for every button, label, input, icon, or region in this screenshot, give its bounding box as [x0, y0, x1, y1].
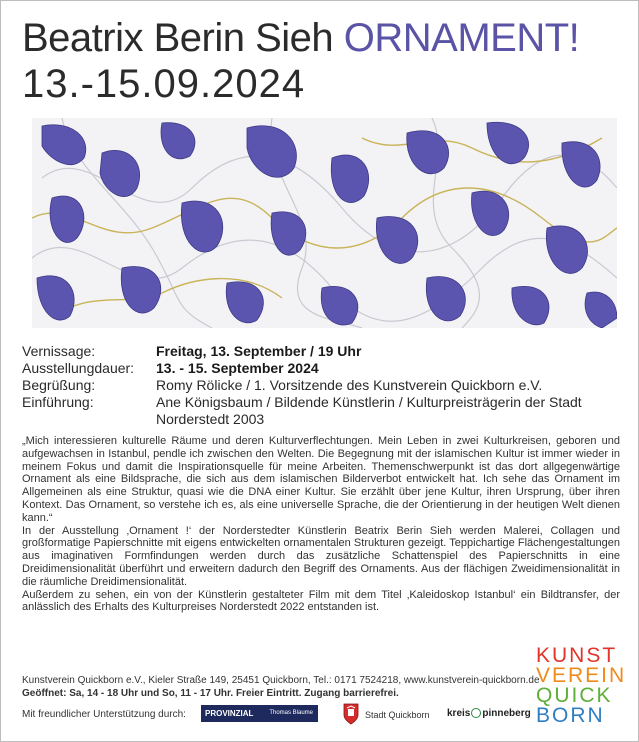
quickborn-crest-icon — [343, 703, 359, 725]
info-label: Vernissage: — [22, 343, 96, 359]
info-row-vernissage — [22, 343, 622, 360]
logo-line: BORN — [536, 704, 605, 727]
logo-line: QUICK — [536, 684, 613, 707]
kreis-pinneberg-logo — [447, 708, 531, 719]
info-value: 13. - 15. September 2024 — [156, 360, 319, 376]
kunstverein-logo — [536, 644, 627, 727]
provinzial-name: PROVINZIAL — [205, 709, 254, 718]
poster-title — [22, 16, 579, 60]
film-paragraph: Außerdem zu sehen, ein von der Künstlerin gestalteter Film mit dem Titel ‚Kaleidoskop Istanbul‘ ein Bildtransfer, der anlässlich des Erhalts des Kulturpreises Norderstedt 2022 entstanden ist. — [22, 588, 620, 614]
artwork-image — [32, 118, 617, 328]
description-text — [22, 435, 620, 614]
exhibition-dates: 13.-15.09.2024 — [22, 62, 306, 106]
exhibition-title: ORNAMENT! — [343, 16, 580, 60]
info-label: Einführung: — [22, 394, 94, 410]
ring-icon — [471, 708, 481, 718]
info-label: Ausstellungdauer: — [22, 360, 135, 376]
artist-name: Beatrix Berin Sieh — [22, 16, 334, 60]
info-value: Romy Rölicke / 1. Vorsitzende des Kunstverein Quickborn e.V. — [156, 377, 543, 393]
opening-hours: Geöffnet: Sa, 14 - 18 Uhr und So, 11 - 17 Uhr. Freier Eintritt. Zugang barrierefrei. — [22, 688, 399, 699]
footer-contact — [22, 674, 542, 700]
provinzial-agent: Thomas Blaume — [269, 710, 313, 716]
exhibition-paragraph: In der Ausstellung ‚Ornament !‘ der Norderstedter Künstlerin Beatrix Berin Sieh werden Malerei, Collagen und großformatige Papierschnitte mit eigens entwickelten ornamentalen Strukturen gezeigt. Teppichartige Flächengestaltungen aus imaginativen Formfindungen werden durch das zusätzliche Schattenspiel des Papierschnitts in eine Dreidimensionalität überführt und erweitern dadurch den Begriff des Ornaments. Aus der flächigen Zweidimensionalität in die räumliche Dreidimensionalität. — [22, 524, 620, 588]
event-info — [22, 343, 622, 428]
pinneberg-text: pinneberg — [482, 708, 531, 719]
logo-line: KUNST — [536, 644, 618, 667]
info-row-duration — [22, 360, 622, 377]
address-text: Kunstverein Quickborn e.V., Kieler Straße 149, 25451 Quickborn, Tel.: 0171 7524218, www.kunstverein-quickborn.de — [22, 675, 540, 686]
quote-paragraph: „Mich interessieren kulturelle Räume und deren Kulturverflechtungen. Mein Leben in zwei Kulturkreisen, geboren und aufgewachsen in Istanbul, pendle ich zwischen den Welten. Die Begegnung mit der islamischen Kultur ist immer wieder in meinem Fokus und damit die Inspirationsquelle für meine Arbeiten. Themenschwerpunkt ist das dort allgegenwärtige Ornament als eine Bildsprache, die sich aus dem islamischen Bilderverbot entwickelt hat. Ich sehe das Ornament im Allgemeinen als eine Struktur, quasi wie die DNA einer Kultur. Sie erzählt über jene Kultur, ihren Ursprung, über ihren Kontext. Das Ornament, so verstehe ich es, als eine universelle Sprache, die der Orientierung in der heutigen Welt dienen kann.“ — [22, 435, 620, 524]
support-label: Mit freundlicher Unterstützung durch: — [22, 709, 186, 720]
info-value: Freitag, 13. September / 19 Uhr — [156, 343, 362, 359]
info-row-welcome — [22, 377, 622, 394]
info-row-introduction — [22, 394, 622, 428]
kreis-text: kreis — [447, 708, 471, 719]
provinzial-logo — [201, 705, 318, 722]
info-label: Begrüßung: — [22, 377, 96, 393]
logo-line: VEREIN — [536, 664, 627, 687]
info-value: Ane Königsbaum / Bildende Künstlerin / Kulturpreisträgerin der Stadt Norderstedt 2003 — [156, 394, 582, 427]
city-name: Stadt Quickborn — [365, 710, 430, 720]
